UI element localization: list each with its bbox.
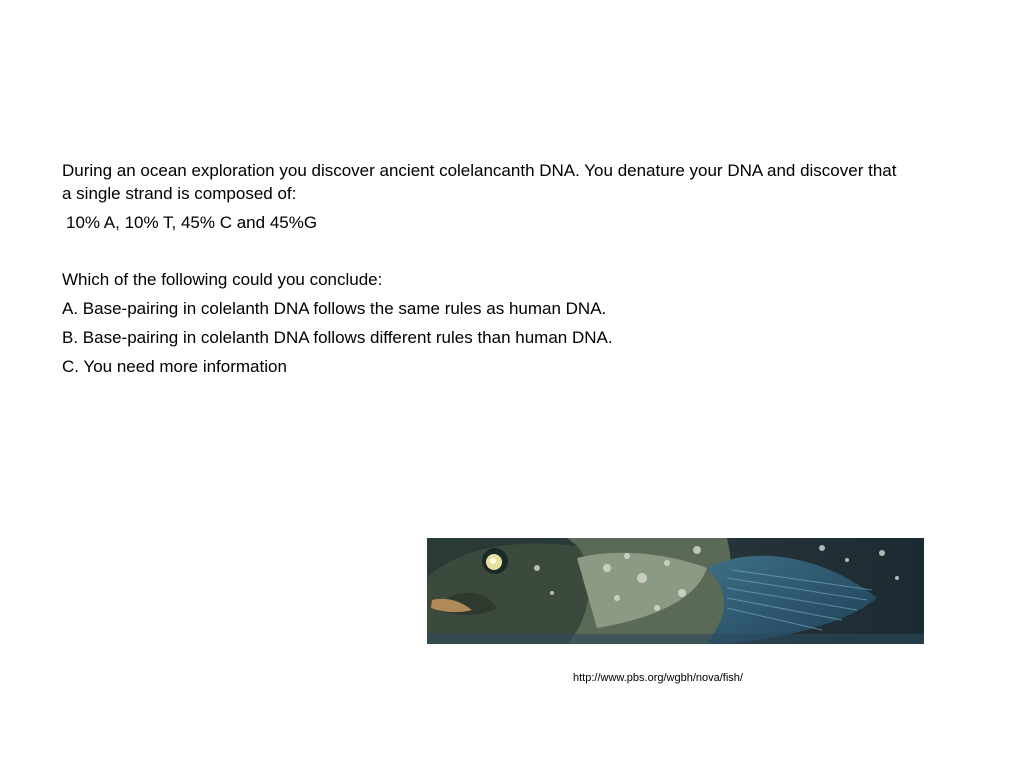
question-text: Which of the following could you conclude: bbox=[62, 270, 383, 289]
source-url[interactable]: http://www.pbs.org/wgbh/nova/fish/ bbox=[573, 672, 743, 684]
slide-body bbox=[62, 159, 902, 384]
intro-text: During an ocean exploration you discover ancient colelancanth DNA. You denature your DNA and discover that a single strand is composed of: bbox=[62, 161, 897, 203]
fish-illustration bbox=[427, 538, 924, 644]
composition-text: 10% A, 10% T, 45% C and 45%G bbox=[66, 213, 318, 232]
coelacanth-photo bbox=[427, 538, 924, 644]
option-a: A. Base-pairing in colelanth DNA follows the same rules as human DNA. bbox=[62, 299, 607, 318]
option-b: B. Base-pairing in colelanth DNA follows different rules than human DNA. bbox=[62, 328, 613, 347]
option-c: C. You need more information bbox=[62, 357, 287, 376]
